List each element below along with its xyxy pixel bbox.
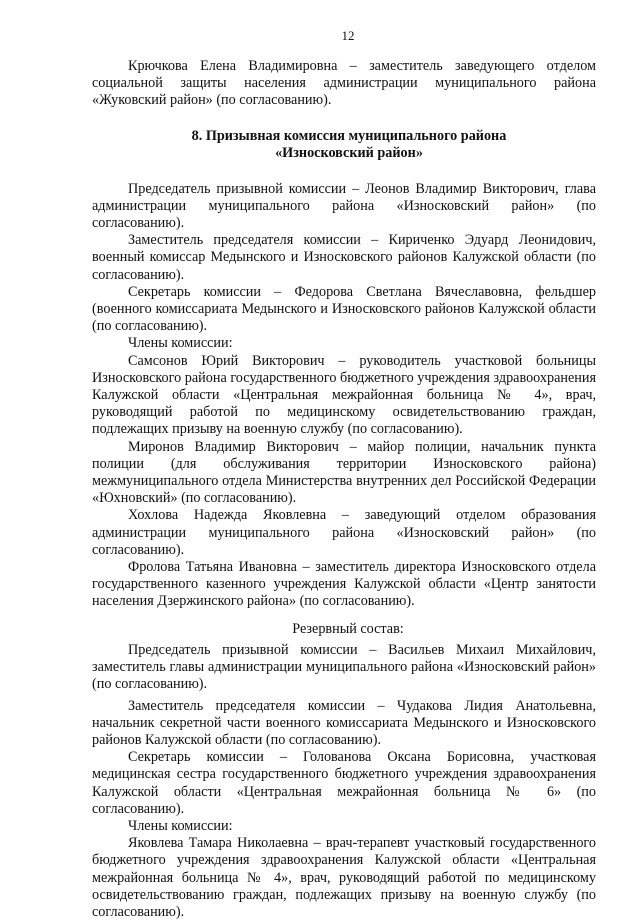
secretary-paragraph: Секретарь комиссии – Федорова Светлана Вячеславовна, фельдшер (военного комиссариата Медынского и Износковского районов Калужской области (по согласованию). (92, 283, 596, 335)
reserve-member-paragraph: Яковлева Тамара Николаевна – врач-терапевт участковый государственного бюджетного учреждения здравоохранения Калужской области «Центральная межрайонная больница № 4», врач, руководящий работой по медицинскому освидетельствованию граждан, подлежащих призыву на военную службу (по согласованию). (92, 835, 596, 920)
section-title-line2: «Износковский район» (275, 145, 423, 162)
reserve-secretary-paragraph: Секретарь комиссии – Голованова Оксана Борисовна, участковая медицинская сестра государственного бюджетного учреждения здравоохранения Калужской области «Центральная межрайонная больница № 6» (по согласованию). (92, 749, 596, 817)
member-paragraph: Хохлова Надежда Яковлевна – заведующий отделом образования администрации муниципального района «Износковский район» (по согласованию). (92, 507, 596, 558)
reserve-deputy-paragraph: Заместитель председателя комиссии – Чудакова Лидия Анатольевна, начальник секретной части военного комиссариата Медынского и Износковского районов Калужской области (по согласованию). (92, 697, 596, 748)
members-heading: Члены комиссии: (128, 335, 233, 352)
deputy-paragraph: Заместитель председателя комиссии – Кириченко Эдуард Леонидович, военный комиссар Медынского и Износковского районов Калужской области (по согласованию). (92, 232, 596, 283)
reserve-members-heading: Члены комиссии: (128, 817, 233, 834)
page-number: 12 (341, 28, 355, 43)
reserve-chairman-paragraph: Председатель призывной комиссии – Васильев Михаил Михайлович, заместитель главы администрации муниципального района «Износковский район» (по согласованию). (92, 641, 596, 693)
chairman-paragraph: Председатель призывной комиссии – Леонов Владимир Викторович, глава администрации муниципального района «Износковский район» (по согласованию). (92, 180, 596, 232)
intro-member-paragraph: Крючкова Елена Владимировна – заместитель заведующего отделом социальной защиты населения администрации муниципального района «Жуковский район» (по согласованию). (92, 58, 596, 109)
member-paragraph: Самсонов Юрий Викторович – руководитель участковой больницы Износковского района государственного бюджетного учреждения здравоохранения Калужской области «Центральная межрайонная больница № 4», врач, руководящий работой по медицинскому освидетельствованию граждан, подлежащих призыву на военную службу (по согласованию). (92, 352, 596, 438)
section-title-line1: 8. Призывная комиссия муниципального района (191, 127, 507, 144)
reserve-heading: Резервный состав: (292, 620, 404, 637)
member-paragraph: Миронов Владимир Викторович – майор полиции, начальник пункта полиции (для обслуживания территории Износковского района) межмуниципального отдела Министерства внутренних дел Российской Федерации «Юхновский» (по согласованию). (92, 438, 596, 507)
member-paragraph: Фролова Татьяна Ивановна – заместитель директора Износковского отдела государственного казенного учреждения Калужской области «Центр занятости населения Дзержинского района» (по согласованию). (92, 559, 596, 610)
